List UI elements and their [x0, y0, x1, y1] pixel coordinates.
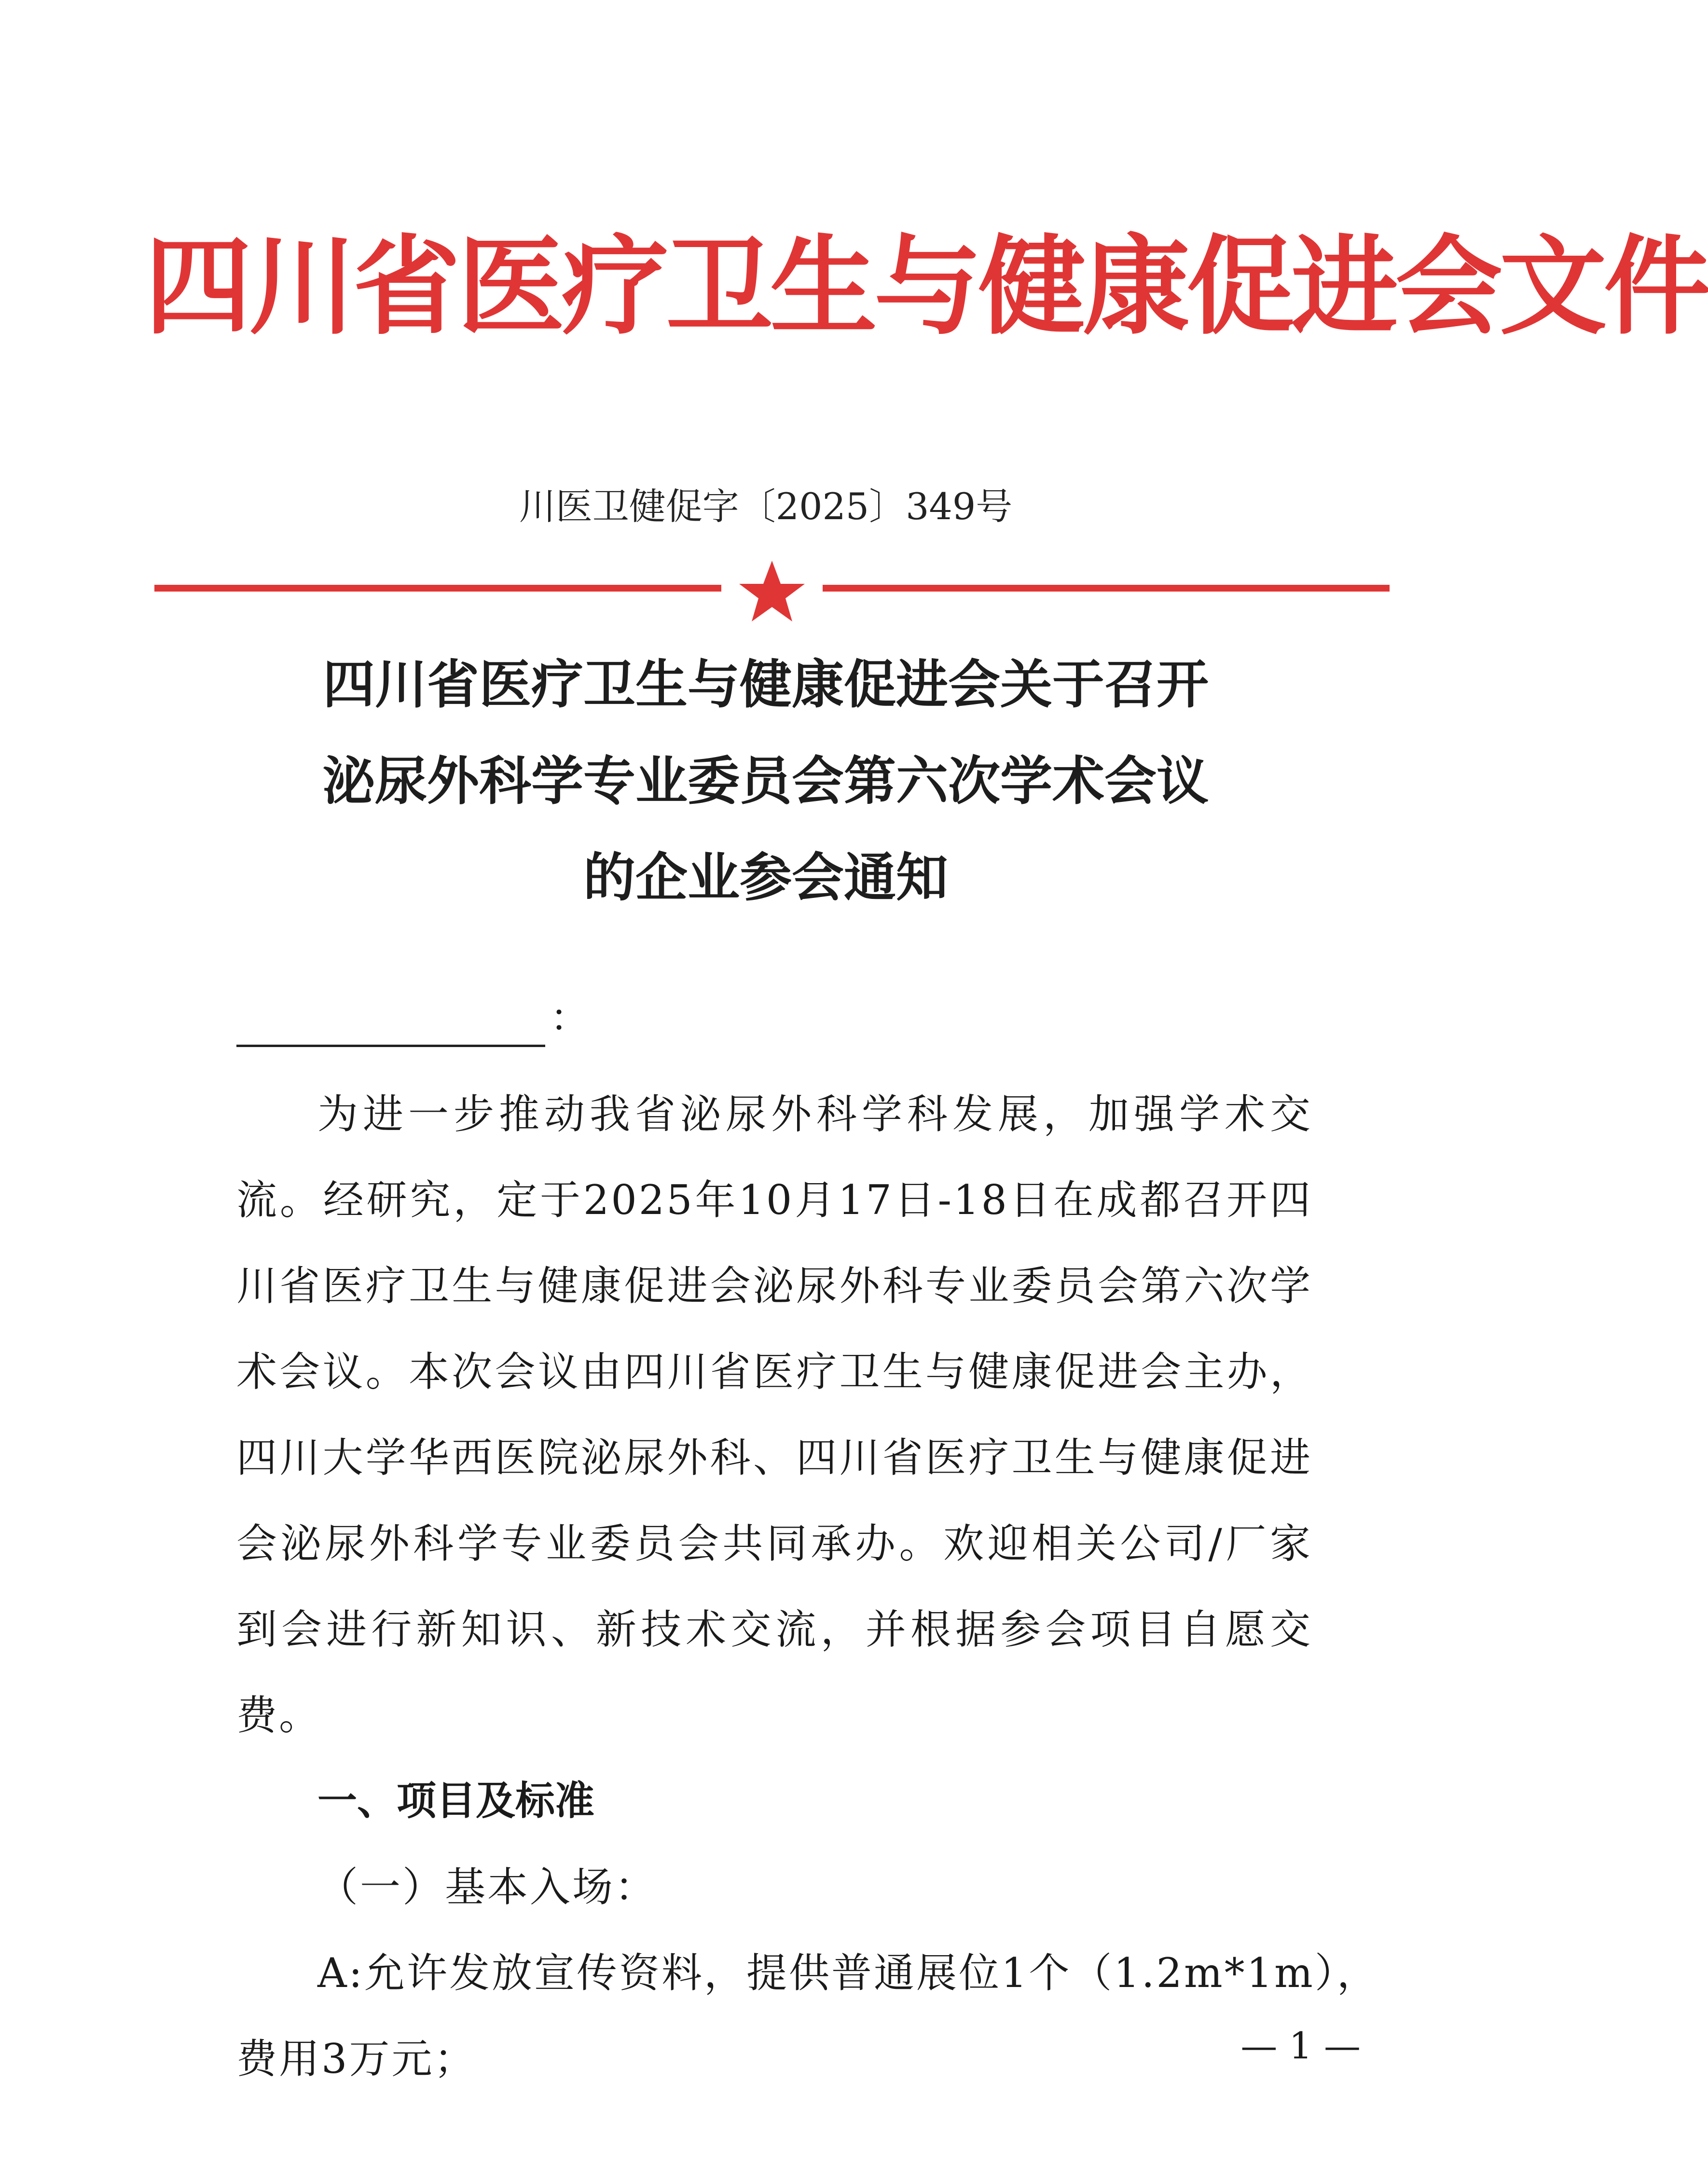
intro-paragraph: 为进一步推动我省泌尿外科学科发展，加强学术交流。经研究，定于2025年10月17日-18日在成都召开四川省医疗卫生与健康促进会泌尿外科专业委员会第六次学术会议。本次会议由四川省医疗卫生与健康促进会主办，四川大学华西医院泌尿外科、四川省医疗卫生与健康促进会泌尿外科学专业委员会共同承办。欢迎相关公司/厂家到会进行新知识、新技术交流，并根据参会项目自愿交费。 [236, 1090, 1312, 1739]
title-line-3: 的企业参会通知 [583, 848, 948, 908]
red-divider [154, 555, 1390, 627]
item-a-line-1: A:允许发放宣传资料，提供普通展位1个（1.2m*1m）， [317, 1949, 1379, 1997]
item-a-line-2: 费用3万元； [236, 2035, 477, 2083]
addressee-blank [236, 1001, 545, 1047]
document-body [236, 1071, 1379, 2102]
divider-right-rule [823, 585, 1390, 592]
star-icon [739, 561, 805, 621]
addressee-line [236, 989, 589, 1047]
document-number: 川医卫健促字〔2025〕349号 [519, 485, 1013, 528]
section-heading: 一、项目及标准 [317, 1778, 595, 1824]
page-number: — 1 — [1240, 2024, 1361, 2067]
notice-title [193, 637, 1338, 926]
subsection-heading: （一）基本入场： [317, 1863, 658, 1911]
title-line-1: 四川省医疗卫生与健康促进会关于召开 [322, 655, 1209, 715]
divider-left-rule [154, 585, 721, 592]
title-line-2: 泌尿外科学专业委员会第六次学术会议 [322, 751, 1209, 812]
addressee-colon: ： [550, 995, 589, 1040]
masthead-title: 四川省医疗卫生与健康促进会文件 [145, 225, 1708, 349]
